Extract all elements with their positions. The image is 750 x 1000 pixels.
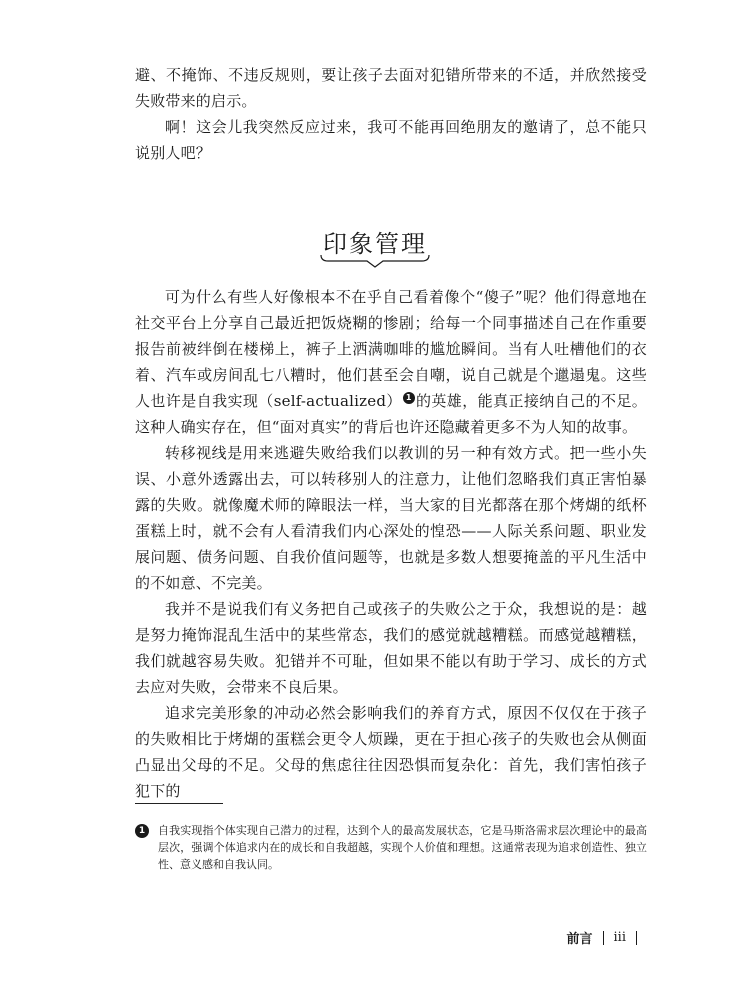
- paragraph-text: 的英雄，能真正接纳自己的不足。这种人确实存在，但“面对真实”的背后也许还隐藏着更多不为人知的故事。: [135, 392, 647, 436]
- page-number: iii: [613, 930, 626, 945]
- heading-bracket-ornament: [320, 254, 430, 268]
- paragraph: [135, 284, 647, 440]
- footnote: [135, 822, 647, 873]
- paragraph: 追求完美形象的冲动必然会影响我们的养育方式，原因不仅仅在于孩子的失败相比于烤煳的蛋糕会更令人烦躁，更在于担心孩子的失败也会从侧面凸显出父母的不足。父母的焦虑往往因恐惧而复杂化：首先，我们害怕孩子犯下的: [135, 704, 647, 800]
- section-body: [135, 284, 647, 804]
- paragraph-text: 可为什么有些人好像根本不在乎自己看着像个“傻子”呢？他们得意地在社交平台上分享自己最近把饭烧糊的惨剧；给每一个同事描述自己在作重要报告前被绊倒在楼梯上，裤子上洒满咖啡的尴尬瞬间。当有人吐槽他们的衣着、汽车或房间乱七八糟时，他们甚至会自嘲，说自己就是个邋遢鬼。这些人也许是自我实现（self-actualized）: [135, 288, 647, 410]
- footnote-text: 自我实现指个体实现自己潜力的过程，达到个人的最高发展状态，它是马斯洛需求层次理论中的最高层次，强调个体追求内在的成长和自我超越，实现个人价值和理想。这通常表现为追求创造性、独立性、意义感和自我认同。: [158, 824, 647, 871]
- footnote-marker: 1: [135, 824, 149, 838]
- footnote-reference[interactable]: 1: [403, 392, 415, 404]
- section-title: 印象管理: [323, 230, 427, 258]
- paragraph: 我并不是说我们有义务把自己或孩子的失败公之于众，我想说的是：越是努力掩饰混乱生活中的某些常态，我们的感觉就越糟糕。而感觉越糟糕，我们就越容易失败。犯错并不可耻，但如果不能以有助于学习、成长的方式去应对失败，会带来不良后果。: [135, 600, 647, 696]
- paragraph: 转移视线是用来逃避失败给我们以教训的另一种有效方式。把一些小失误、小意外透露出去，可以转移别人的注意力，让他们忽略我们真正害怕暴露的失败。就像魔术师的障眼法一样，当大家的目光都落在那个烤煳的纸杯蛋糕上时，就不会有人看清我们内心深处的惶恐——人际关系问题、职业发展问题、债务问题、自我价值问题等，也就是多数人想要掩盖的平凡生活中的不如意、不完美。: [135, 444, 647, 592]
- folio-divider: [636, 931, 637, 945]
- footnote-divider: [135, 803, 223, 804]
- paragraph-continued: 避、不掩饰、不违反规则，要让孩子去面对犯错所带来的不适，并欣然接受失败带来的启示。: [135, 66, 647, 110]
- continued-text-block: [135, 62, 647, 166]
- running-footer-label: 前言: [566, 932, 593, 947]
- section-heading: [300, 226, 450, 276]
- page-footer: [567, 928, 648, 947]
- folio-divider: [603, 931, 604, 945]
- paragraph: 啊！这会儿我突然反应过来，我可不能再回绝朋友的邀请了，总不能只说别人吧？: [135, 118, 647, 162]
